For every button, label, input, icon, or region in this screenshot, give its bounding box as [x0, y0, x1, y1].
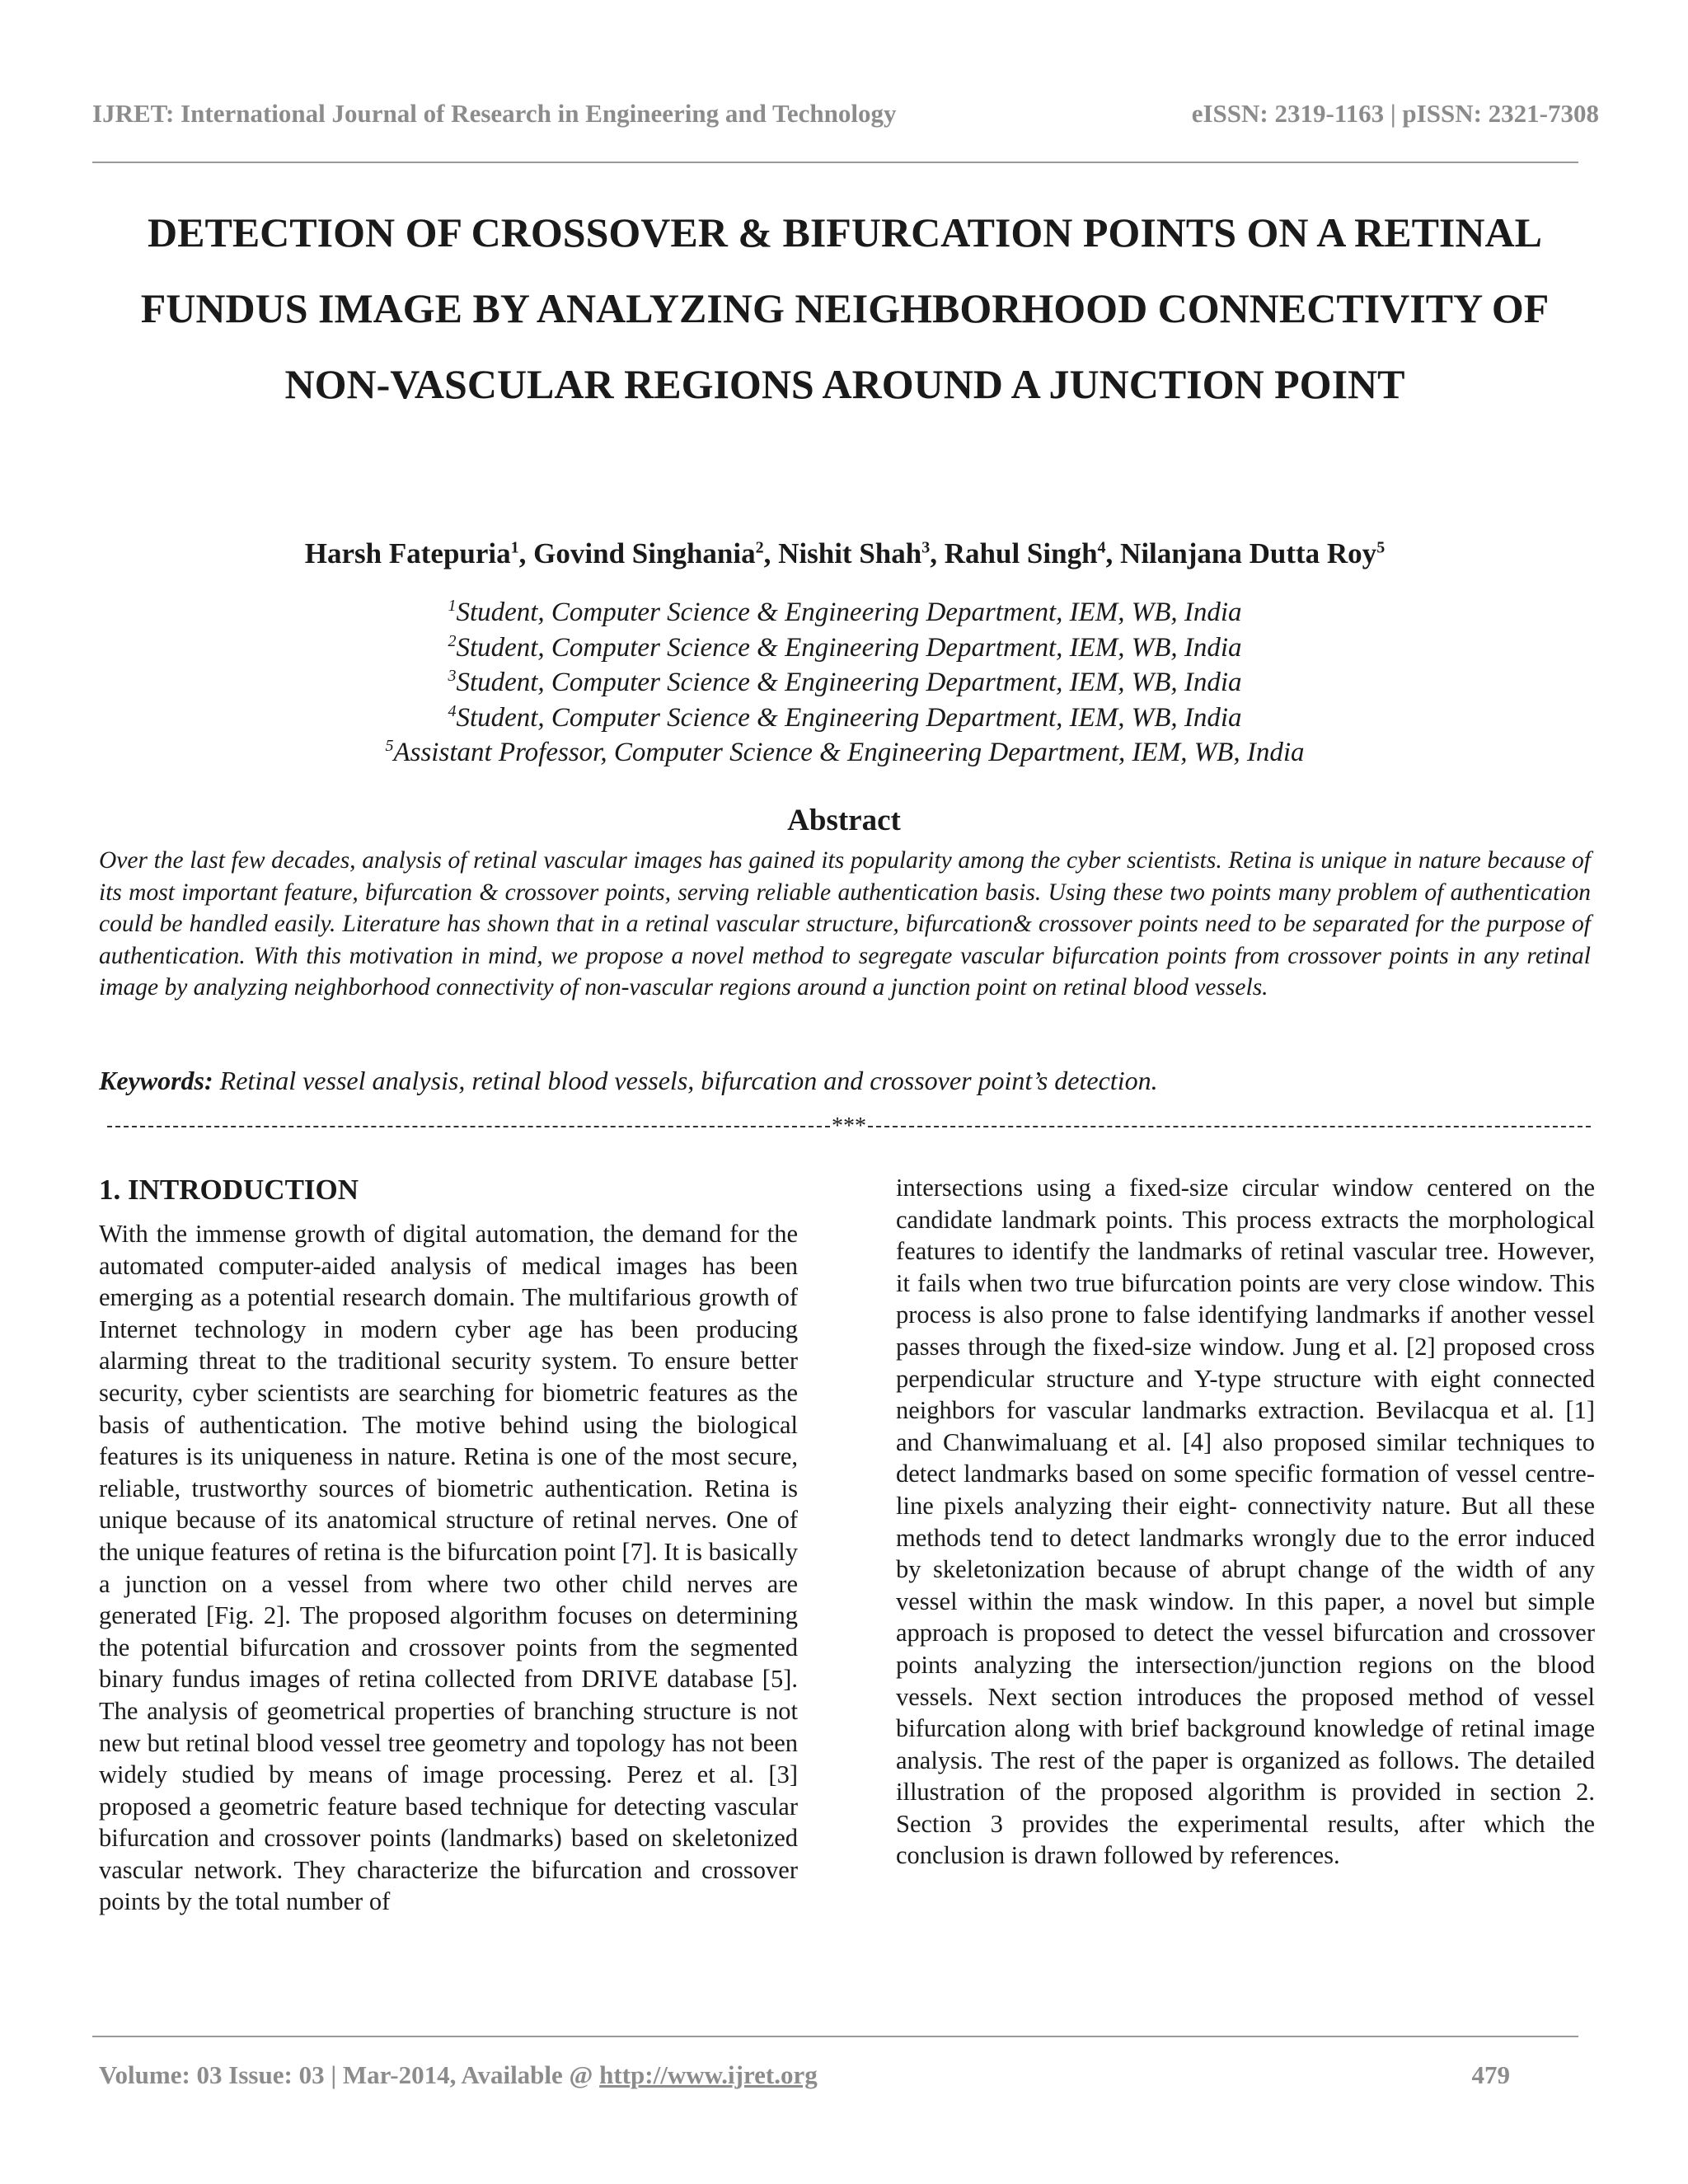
- keywords-label: Keywords:: [99, 1066, 213, 1095]
- paper-title: DETECTION OF CROSSOVER & BIFURCATION POINTS ON A RETINAL FUNDUS IMAGE BY ANALYZING NEIGHBORHOOD CONNECTIVITY OF NON-VASCULAR REGIONS AROUND A JUNCTION POINT: [140, 209, 1550, 407]
- author-list: Harsh Fatepuria$^1$, Govind Singhania$^2$, Nishit Shah$^3$, Rahul Singh$^4$, Nilanjana Dutta Roy$^5$: [304, 537, 1386, 569]
- separator-dash: [868, 1126, 1591, 1127]
- author-sup: 1: [510, 538, 519, 557]
- affiliation-text: Student, Computer Science & Engineering Department, IEM, WB, India: [456, 632, 1242, 663]
- issn-info: eISSN: 2319-1163 | pISSN: 2321-7308: [1191, 99, 1599, 128]
- abstract-body: Over the last few decades, analysis of retinal vascular images has gained its popularity among the cyber scientists. Retina is unique in nature because of its most important feature, bifurcation & crossover points, serving reliable authentication basis. Using these two points many problem of authentication could be handled easily. Literature has shown that in a retinal vascular structure, bifurcation& crossover points need to be separated for the purpose of authentication. With this motivation in mind, we propose a novel method to segregate vascular bifurcation points from crossover points in any retinal image by analyzing neighborhood connectivity of non-vascular regions around a junction point on retinal blood vessels.: [99, 847, 1591, 1001]
- author-sup: 3: [921, 538, 931, 557]
- affiliation-text: Student, Computer Science & Engineering Department, IEM, WB, India: [456, 702, 1242, 733]
- affiliation-line: [82, 735, 1607, 771]
- author-name: Harsh Fatepuria: [304, 537, 511, 569]
- author-sup: 5: [1376, 538, 1386, 557]
- footer-rule: [92, 2036, 1578, 2037]
- footer-volume-text: Volume: 03 Issue: 03 | Mar-2014, Available @: [99, 2060, 600, 2089]
- affiliation-text: Student, Computer Science & Engineering Department, IEM, WB, India: [456, 668, 1242, 697]
- keywords: [99, 1066, 1591, 1096]
- running-header: [92, 99, 1599, 129]
- affiliation-line: [82, 595, 1607, 630]
- author-sup: 4: [1097, 538, 1106, 557]
- header-rule: [92, 162, 1578, 163]
- intro-paragraph-left: With the immense growth of digital automation, the demand for the automated computer-aided analysis of medical images has been emerging as a potential research domain. The multifarious growth of Internet technology in modern cyber age has been producing alarming threat to the traditional security system. To ensure better security, cyber scientists are searching for biometric features as the basis of authentication. The motive behind using the biological features is its uniqueness in nature. Retina is one of the most secure, reliable, trustworthy sources of biometric authentication. Retina is unique because of its anatomical structure of retinal nerves. One of the unique features of retina is the bifurcation point [7]. It is basically a junction on a vessel from where two other child nerves are generated [Fig. 2]. The proposed algorithm focuses on determining the potential bifurcation and crossover points from the segmented binary fundus images of retina collected from DRIVE database [5]. The analysis of geometrical properties of branching structure is not new but retinal blood vessel tree geometry and topology has not been widely studied by means of image processing. Perez et al. [3] proposed a geometric feature based technique for detecting vascular bifurcation and crossover points (landmarks) based on skeletonized vascular network. They characterize the bifurcation and crossover points by the total number of: [99, 1220, 798, 1916]
- right-column: [896, 1172, 1595, 1872]
- affiliation-sup: 1: [448, 597, 457, 615]
- affiliation-list: [82, 595, 1607, 771]
- journal-name: IJRET: International Journal of Research in Engineering and Technology: [92, 99, 897, 128]
- author-name: Nishit Shah: [778, 537, 922, 569]
- keywords-text: Retinal vessel analysis, retinal blood vessels, bifurcation and crossover point’s detection.: [219, 1066, 1158, 1095]
- running-footer: [99, 2060, 1510, 2090]
- affiliation-line: [82, 665, 1607, 701]
- separator-stars: ***: [832, 1114, 866, 1139]
- affiliation-sup: 2: [448, 631, 457, 650]
- affiliation-sup: 4: [448, 701, 457, 720]
- footer-volume: [99, 2060, 818, 2090]
- author-name: Rahul Singh: [944, 537, 1098, 569]
- page-number: 479: [1471, 2060, 1510, 2089]
- separator-dash: [107, 1126, 830, 1127]
- author-name: Nilanjana Dutta Roy: [1120, 537, 1377, 569]
- section-separator: [107, 1114, 1591, 1139]
- section-heading: 1. INTRODUCTION: [99, 1174, 359, 1206]
- affiliation-sup: 5: [385, 737, 394, 755]
- affiliation-text: Student, Computer Science & Engineering Department, IEM, WB, India: [456, 598, 1242, 627]
- affiliation-text: Assistant Professor, Computer Science & Engineering Department, IEM, WB, India: [393, 738, 1305, 767]
- author-name: Govind Singhania: [533, 537, 756, 569]
- author-sup: 2: [755, 538, 764, 557]
- intro-paragraph-right: intersections using a fixed-size circular window centered on the candidate landmark points. This process extracts the morphological features to identify the landmarks of retinal vascular tree. However, it fails when two true bifurcation points are very close window. This process is also prone to false identifying landmarks if another vessel passes through the fixed-size window. Jung et al. [2] proposed cross perpendicular structure and Y-type structure with eight connected neighbors for vascular landmarks extraction. Bevilacqua et al. [1] and Chanwimaluang et al. [4] also proposed similar techniques to detect landmarks based on some specific formation of vessel centre-line pixels analyzing their eight- connectivity nature. But all these methods tend to detect landmarks wrongly due to the error induced by skeletonization because of abrupt change of the width of any vessel within the mask window. In this paper, a novel but simple approach is proposed to detect the vessel bifurcation and crossover points analyzing the intersection/junction regions on the blood vessels. Next section introduces the proposed method of vessel bifurcation along with brief background knowledge of retinal image analysis. The rest of the paper is organized as follows. The detailed illustration of the proposed algorithm is provided in section 2. Section 3 provides the experimental results, after which the conclusion is drawn followed by references.: [896, 1174, 1595, 1870]
- affiliation-sup: 3: [448, 667, 457, 685]
- abstract-heading: Abstract: [787, 804, 901, 837]
- left-column: [99, 1172, 798, 1918]
- journal-link[interactable]: http://www.ijret.org: [599, 2060, 818, 2089]
- affiliation-line: [82, 701, 1607, 736]
- affiliation-line: [82, 630, 1607, 666]
